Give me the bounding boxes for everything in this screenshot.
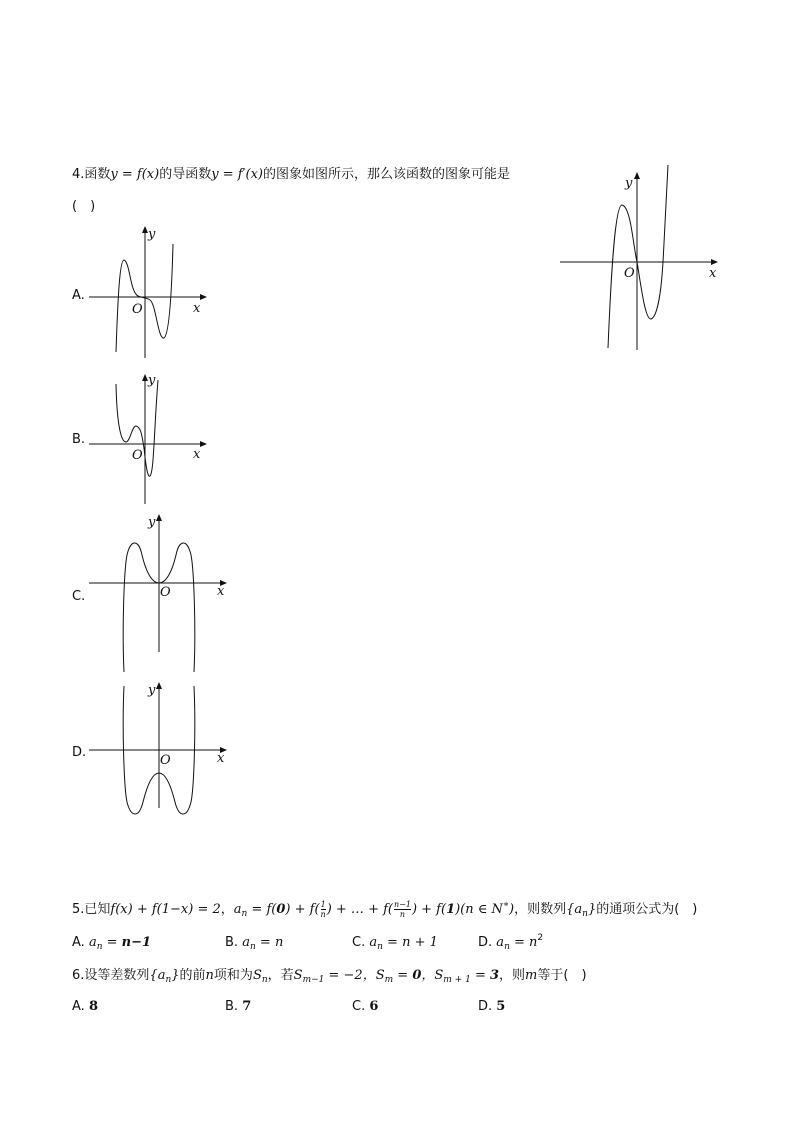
- origin-label: O: [132, 448, 143, 463]
- x-axis-label: x: [709, 266, 717, 281]
- q4-stem-text-2: 的导函数: [159, 167, 212, 182]
- q6-option-a-value: 8: [88, 999, 98, 1014]
- q4-stem: [72, 167, 510, 183]
- q5-text-1: 已知: [84, 902, 111, 917]
- q4-option-c-label: C.: [72, 589, 86, 604]
- q5-option-b[interactable]: B. $a_n = n$: [225, 935, 284, 952]
- q4-option-b-label: B.: [72, 432, 86, 447]
- q5-option-a-label: A.: [72, 935, 85, 950]
- q5-option-b-expr: n: [274, 935, 284, 950]
- q5-sep: ，: [220, 902, 234, 917]
- q6-text-2: 的前: [179, 968, 206, 983]
- q6-option-c[interactable]: [352, 999, 378, 1015]
- q5-option-c-expr: n + 1: [402, 935, 438, 950]
- q6-conditions: $S_{m-1} = -2$，$S_m = 0$，$S_{m + 1} = 3$: [293, 968, 500, 985]
- origin-label: O: [624, 266, 635, 281]
- q5-number: 5.: [72, 902, 85, 917]
- q6-text-4: ，若: [267, 968, 294, 983]
- q4-stem-text-1: 函数: [84, 167, 111, 182]
- x-axis-label: x: [217, 584, 225, 599]
- q4-derivative-graph: [555, 165, 725, 355]
- y-axis-label: y: [148, 683, 156, 698]
- q5-option-b-label: B.: [225, 935, 239, 950]
- q4-answer-paren: ( ): [72, 199, 96, 214]
- x-axis-label: x: [193, 301, 201, 316]
- q4-option-d-graph[interactable]: [86, 678, 236, 823]
- q6-text-5: ，则: [499, 968, 526, 983]
- q4-option-a-label: A.: [72, 288, 85, 303]
- q6-text-3: 项和为: [213, 968, 253, 983]
- q5-sequence-symbol: $\{a_n\}$: [566, 902, 597, 919]
- q6-option-d-label: D.: [478, 999, 493, 1014]
- q4-f-expr: y = f(x): [110, 167, 160, 182]
- y-axis-label: y: [148, 373, 156, 388]
- q5-functional-equation: f(x) + f(1−x) = 2: [110, 902, 221, 917]
- x-axis-label: x: [217, 751, 225, 766]
- q5-option-a-expr: n−1: [121, 935, 152, 950]
- x-axis-label: x: [193, 447, 201, 462]
- q5-text-3: 的通项公式为( ): [596, 902, 698, 917]
- q4-option-b-graph[interactable]: [86, 370, 216, 510]
- q6-text-6: 等于( ): [537, 968, 587, 983]
- q6-option-a[interactable]: [72, 999, 98, 1015]
- q4-fprime-expr: y = f′(x): [211, 167, 263, 182]
- q5-option-c[interactable]: C. $a_n = n + 1$: [352, 935, 438, 952]
- q5-an-definition: $a_n = f(0) + f$( $\frac{1}{n}$ ) + … + f( $\frac{n-1}{n}$ ) + f(1)(n ∈ N∗): [233, 900, 515, 919]
- origin-label: O: [132, 302, 143, 317]
- q5-option-d[interactable]: D. $a_n = n^2$: [478, 933, 544, 952]
- q6-option-b-value: 7: [242, 999, 252, 1014]
- y-axis-label: y: [625, 176, 633, 191]
- q6-option-c-label: C.: [352, 999, 366, 1014]
- origin-label: O: [160, 753, 171, 768]
- q6-text-1: 设等差数列: [84, 968, 150, 983]
- q6-option-b[interactable]: [225, 999, 251, 1015]
- q5-option-a[interactable]: A. $a_n = n-1$: [72, 935, 152, 952]
- y-axis-label: y: [148, 515, 156, 530]
- q6-option-a-label: A.: [72, 999, 85, 1014]
- q4-number: 4.: [72, 167, 85, 182]
- y-axis-label: y: [148, 227, 156, 242]
- q6-option-d[interactable]: [478, 999, 505, 1015]
- q6-option-b-label: B.: [225, 999, 239, 1014]
- q4-option-d-label: D.: [72, 745, 87, 760]
- origin-label: O: [160, 585, 171, 600]
- q6-stem: 6.设等差数列$\{a_n\}$的前n项和为$S_n$，若$S_{m-1} = -2$，$S_m = 0$，$S_{m + 1} = 3$，则m等于( ): [72, 968, 587, 985]
- q5-option-d-expr: n: [529, 935, 538, 950]
- q6-number: 6.: [72, 968, 85, 983]
- q5-option-d-label: D.: [478, 935, 493, 950]
- q5-stem: [72, 900, 697, 919]
- q4-stem-text-3: 的图象如图所示，那么该函数的图象可能是: [262, 167, 510, 182]
- q5-option-c-label: C.: [352, 935, 366, 950]
- q4-option-a-graph[interactable]: [86, 222, 216, 362]
- q5-an-symbol: a: [233, 902, 242, 917]
- q6-option-d-value: 5: [496, 999, 506, 1014]
- q4-option-c-graph[interactable]: [86, 510, 236, 680]
- q5-text-2: ，则数列: [514, 902, 567, 917]
- q6-option-c-value: 6: [369, 999, 379, 1014]
- derivative-curve: [608, 165, 668, 348]
